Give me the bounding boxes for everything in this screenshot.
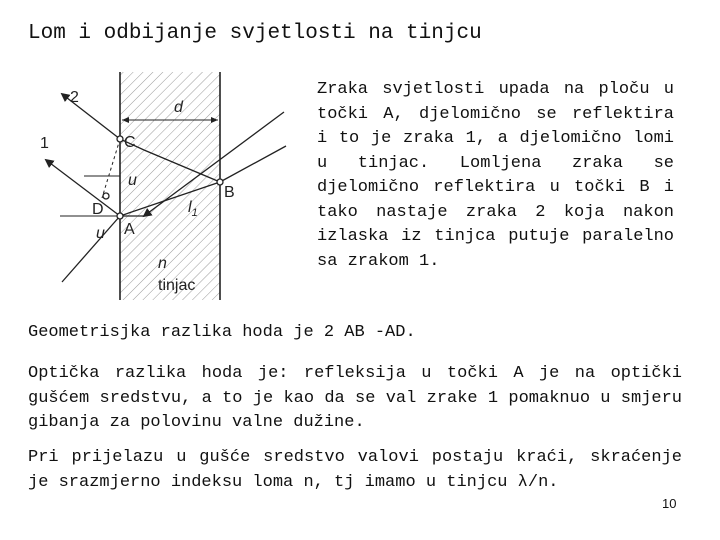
label-d-point: D (92, 201, 104, 218)
page-title: Lom i odbijanje svjetlosti na tinjcu (28, 22, 482, 45)
point-c (117, 136, 123, 142)
paragraph-wavelength: Pri prijelazu u gušće sredstvo valovi postaju kraći, skraćenje je srazmjerno indeksu loma n, tj imamo u tinjcu λ/n. (28, 448, 682, 492)
paragraph-geometric-path: Geometrisjka razlika hoda je 2 AB -AD. (28, 323, 416, 342)
label-u-lower: u (96, 225, 105, 242)
label-b: B (224, 184, 235, 201)
label-medium: tinjac (158, 277, 196, 294)
perpendicular-cd (102, 139, 120, 198)
label-c: C (124, 134, 136, 151)
label-u-upper: u (128, 172, 137, 189)
reflected-ray-1 (46, 160, 120, 216)
paragraph-optical-path: Optička razlika hoda je: refleksija u točki A je na optički gušćem sredstvu, a to je kao da se val zrake 1 pomaknuo u smjeru gibanja za polovinu valne dužine. (28, 364, 682, 432)
mica-refraction-diagram (24, 72, 314, 312)
lower-incident-ray (62, 216, 120, 282)
label-d: d (174, 99, 183, 116)
label-l: $l_1$ (188, 199, 198, 219)
label-n: n (158, 255, 167, 272)
page-number: 10 (662, 496, 677, 511)
point-b (217, 179, 223, 185)
label-ray-2: 2 (70, 89, 79, 106)
figure-description: Zraka svjetlosti upada na ploču u točki A, djelomično se reflektira i to je zraka 1, a djelomično lomi u tinjac. Lomljena zraka se djelomično reflektira u točki B i tako nastaje zraka 2 koja nakon izlaska iz tinjca putuje paralelno sa zrakom 1. (317, 80, 674, 271)
label-ray-1: 1 (40, 135, 49, 152)
label-a: A (124, 221, 135, 238)
point-a (117, 213, 123, 219)
point-d (103, 193, 109, 199)
